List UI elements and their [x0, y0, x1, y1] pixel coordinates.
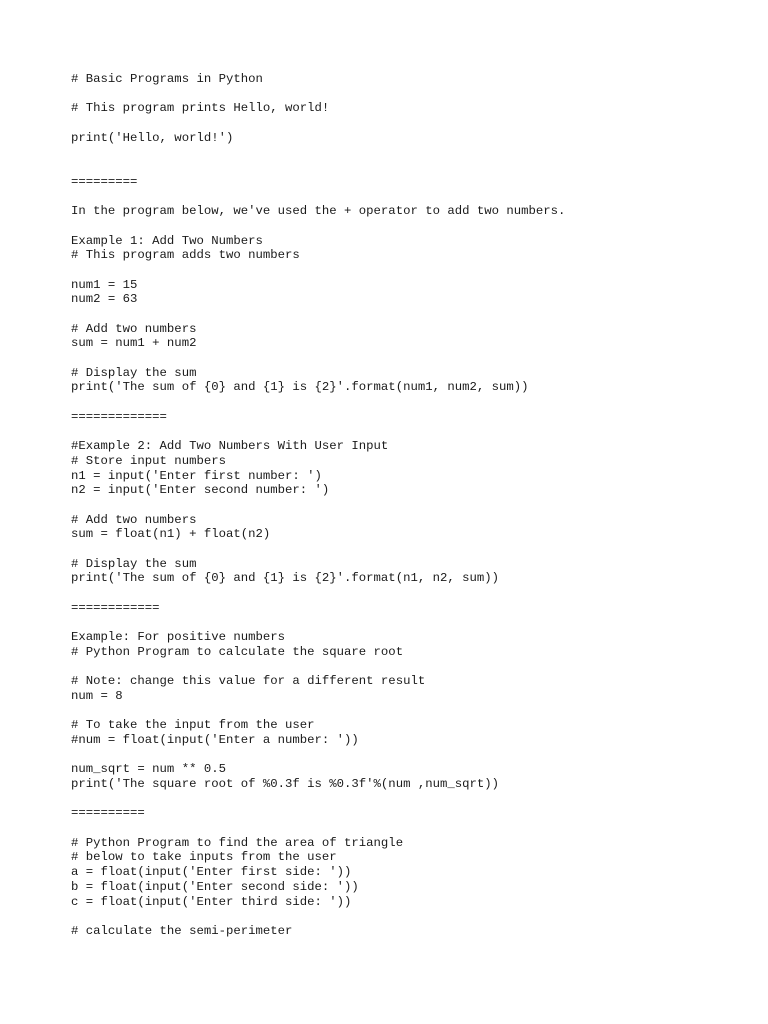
code-line: print('The sum of {0} and {1} is {2}'.format(n1, n2, sum))	[71, 571, 500, 586]
code-line: print('The sum of {0} and {1} is {2}'.format(num1, num2, sum))	[71, 380, 529, 395]
blank-line	[71, 219, 751, 234]
code-line: sum = float(n1) + float(n2)	[71, 527, 271, 542]
code-line: #num = float(input('Enter a number: '))	[71, 732, 359, 747]
code-line: num = 8	[71, 688, 123, 703]
code-line: # Display the sum	[71, 365, 197, 380]
blank-line	[71, 116, 751, 131]
code-line: # Basic Programs in Python	[71, 72, 263, 86]
code-line: # Store input numbers	[71, 453, 226, 468]
blank-line	[71, 351, 751, 366]
code-line: num_sqrt = num ** 0.5	[71, 762, 226, 777]
code-line: sum = num1 + num2	[71, 336, 197, 351]
blank-line	[71, 190, 751, 205]
code-line: n1 = input('Enter first number: ')	[71, 468, 322, 483]
code-line: # Add two numbers	[71, 321, 197, 336]
blank-line	[71, 395, 751, 410]
blank-line	[71, 586, 751, 601]
blank-line	[71, 748, 751, 763]
code-line: # Python Program to find the area of triangle	[71, 835, 404, 850]
code-line: =============	[71, 409, 167, 424]
code-line: # below to take inputs from the user	[71, 850, 337, 865]
code-line: print('Hello, world!')	[71, 130, 234, 145]
code-line: c = float(input('Enter third side: '))	[71, 894, 352, 909]
code-line: # Display the sum	[71, 556, 197, 571]
blank-line	[71, 145, 751, 160]
code-line: In the program below, we've used the + operator to add two numbers.	[71, 204, 566, 219]
code-line: ==========	[71, 806, 145, 821]
blank-line	[71, 704, 751, 719]
blank-line	[71, 909, 751, 924]
blank-line	[71, 660, 751, 675]
blank-line	[71, 615, 751, 630]
blank-line	[71, 792, 751, 807]
code-line: Example: For positive numbers	[71, 630, 286, 645]
blank-line	[71, 498, 751, 513]
code-line: =========	[71, 174, 138, 189]
blank-line	[71, 160, 751, 175]
code-line: # Add two numbers	[71, 512, 197, 527]
blank-line	[71, 307, 751, 322]
code-line: n2 = input('Enter second number: ')	[71, 483, 330, 498]
code-line: a = float(input('Enter first side: '))	[71, 865, 352, 880]
code-line: ============	[71, 600, 160, 615]
document-page	[71, 72, 751, 939]
code-line: #Example 2: Add Two Numbers With User Input	[71, 439, 389, 454]
code-line: num1 = 15	[71, 277, 138, 292]
code-line: # Note: change this value for a different result	[71, 674, 426, 689]
code-line: print('The square root of %0.3f is %0.3f'%(num ,num_sqrt))	[71, 777, 500, 791]
blank-line	[71, 542, 751, 557]
code-line: # This program adds two numbers	[71, 248, 300, 263]
blank-line	[71, 425, 751, 440]
code-line: # Python Program to calculate the square root	[71, 644, 404, 659]
blank-line	[71, 821, 751, 836]
code-line: # calculate the semi-perimeter	[71, 923, 293, 938]
code-line: Example 1: Add Two Numbers	[71, 233, 263, 248]
code-line: # This program prints Hello, world!	[71, 101, 330, 116]
code-line: b = float(input('Enter second side: '))	[71, 879, 359, 894]
blank-line	[71, 263, 751, 278]
code-line: # To take the input from the user	[71, 718, 315, 733]
blank-line	[71, 87, 751, 102]
code-line: num2 = 63	[71, 292, 138, 307]
